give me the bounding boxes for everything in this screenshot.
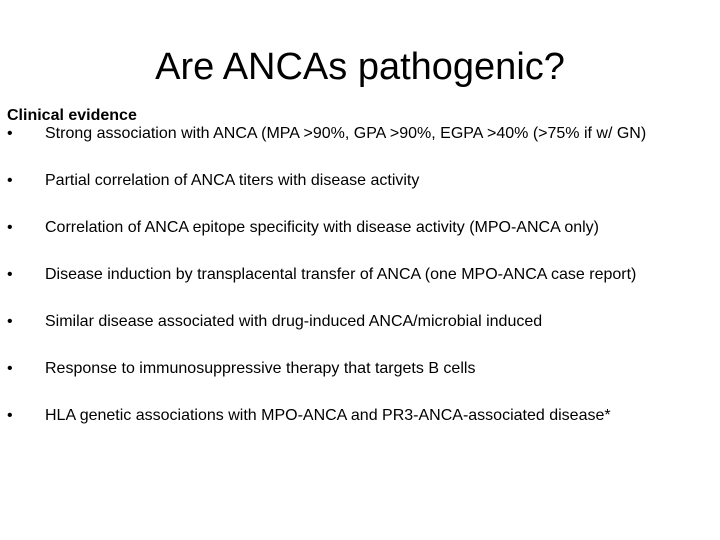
bullet-glyph: • bbox=[7, 172, 13, 189]
bullet-item bbox=[7, 125, 697, 143]
bullet-glyph: • bbox=[7, 360, 13, 377]
slide-content bbox=[7, 106, 697, 425]
bullet-text: Similar disease associated with drug-induced ANCA/microbial induced bbox=[45, 313, 543, 330]
bullet-text: Disease induction by transplacental transfer of ANCA (one MPO-ANCA case report) bbox=[45, 266, 637, 283]
slide-title: Are ANCAs pathogenic? bbox=[155, 46, 565, 88]
bullet-text: Partial correlation of ANCA titers with disease activity bbox=[45, 172, 420, 189]
bullet-text: HLA genetic associations with MPO-ANCA and PR3-ANCA-associated disease* bbox=[45, 407, 611, 424]
bullet-item bbox=[7, 266, 697, 284]
bullet-text: Strong association with ANCA (MPA >90%, GPA >90%, EGPA >40% (>75% if w/ GN) bbox=[45, 125, 647, 142]
bullet-list bbox=[7, 125, 697, 425]
bullet-glyph: • bbox=[7, 313, 13, 330]
bullet-item bbox=[7, 407, 697, 425]
bullet-item bbox=[7, 172, 697, 190]
bullet-text: Correlation of ANCA epitope specificity with disease activity (MPO-ANCA only) bbox=[45, 219, 599, 236]
bullet-item bbox=[7, 219, 697, 237]
bullet-glyph: • bbox=[7, 125, 13, 142]
bullet-glyph: • bbox=[7, 407, 13, 424]
bullet-item bbox=[7, 313, 697, 331]
bullet-item bbox=[7, 360, 697, 378]
section-heading: Clinical evidence bbox=[7, 107, 137, 124]
bullet-glyph: • bbox=[7, 219, 13, 236]
bullet-glyph: • bbox=[7, 266, 13, 283]
bullet-text: Response to immunosuppressive therapy that targets B cells bbox=[45, 360, 476, 377]
